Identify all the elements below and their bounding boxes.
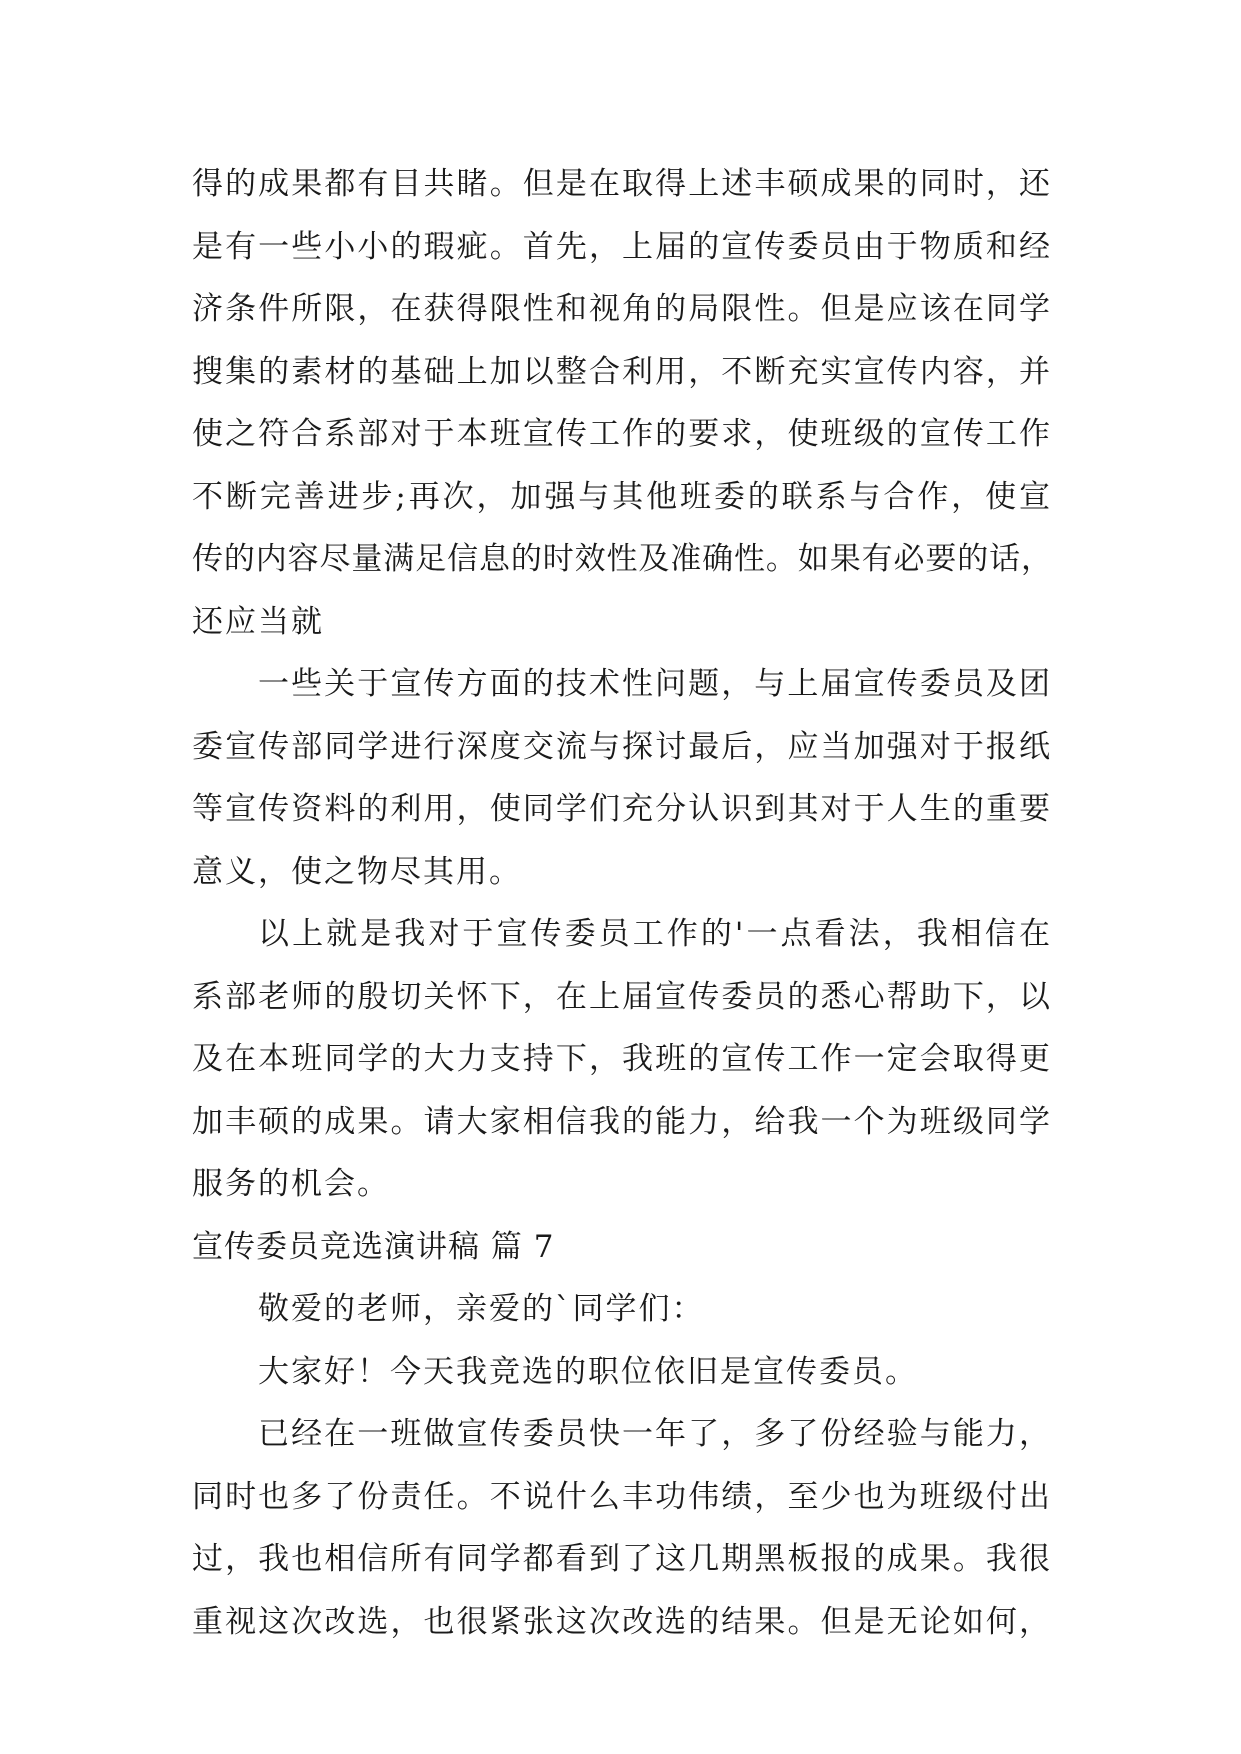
text-line: 系部老师的殷切关怀下，在上届宣传委员的悉心帮助下，以	[192, 978, 1052, 1015]
document-body	[192, 153, 1052, 1653]
paragraph-first-line: 一些关于宣传方面的技术性问题，与上届宣传委员及团	[258, 666, 1052, 702]
text-line: 使之符合系部对于本班宣传工作的要求，使班级的宣传工作	[192, 416, 1052, 452]
text-line: 加丰硕的成果。请大家相信我的能力，给我一个为班级同学	[192, 1103, 1052, 1140]
text-line: 服务的机会。	[192, 1166, 390, 1202]
salutation: 敬爱的老师，亲爱的`同学们：	[258, 1291, 705, 1327]
text-line: 传的内容尽量满足信息的时效性及准确性。如果有必要的话，	[192, 541, 1052, 577]
text-line: 还应当就	[192, 603, 324, 640]
text-line: 济条件所限，在获得限性和视角的局限性。但是应该在同学	[192, 291, 1052, 327]
text-line: 意义，使之物尽其用。	[192, 853, 522, 890]
text-line: 是有一些小小的瑕疵。首先，上届的宣传委员由于物质和经	[192, 228, 1052, 265]
text-line: 搜集的素材的基础上加以整合利用，不断充实宣传内容，并	[192, 353, 1052, 390]
section-heading: 宣传委员竞选演讲稿 篇 7	[192, 1228, 555, 1265]
text-line: 及在本班同学的大力支持下，我班的宣传工作一定会取得更	[192, 1041, 1052, 1077]
text-line: 委宣传部同学进行深度交流与探讨最后，应当加强对于报纸	[192, 728, 1052, 765]
text-line: 重视这次改选，也很紧张这次改选的结果。但是无论如何，	[192, 1603, 1052, 1640]
paragraph-first-line: 以上就是我对于宣传委员工作的'一点看法，我相信在	[258, 916, 1052, 952]
paragraph-first-line: 已经在一班做宣传委员快一年了，多了份经验与能力，	[258, 1416, 1052, 1452]
text-line: 同时也多了份责任。不说什么丰功伟绩，至少也为班级付出	[192, 1478, 1052, 1515]
text-line: 等宣传资料的利用，使同学们充分认识到其对于人生的重要	[192, 791, 1052, 827]
text-line: 过，我也相信所有同学都看到了这几期黑板报的成果。我很	[192, 1541, 1052, 1577]
text-line: 不断完善进步;再次，加强与其他班委的联系与合作，使宣	[192, 478, 1052, 515]
greeting-line: 大家好！今天我竞选的职位依旧是宣传委员。	[258, 1353, 918, 1390]
text-line: 得的成果都有目共睹。但是在取得上述丰硕成果的同时，还	[192, 166, 1052, 202]
